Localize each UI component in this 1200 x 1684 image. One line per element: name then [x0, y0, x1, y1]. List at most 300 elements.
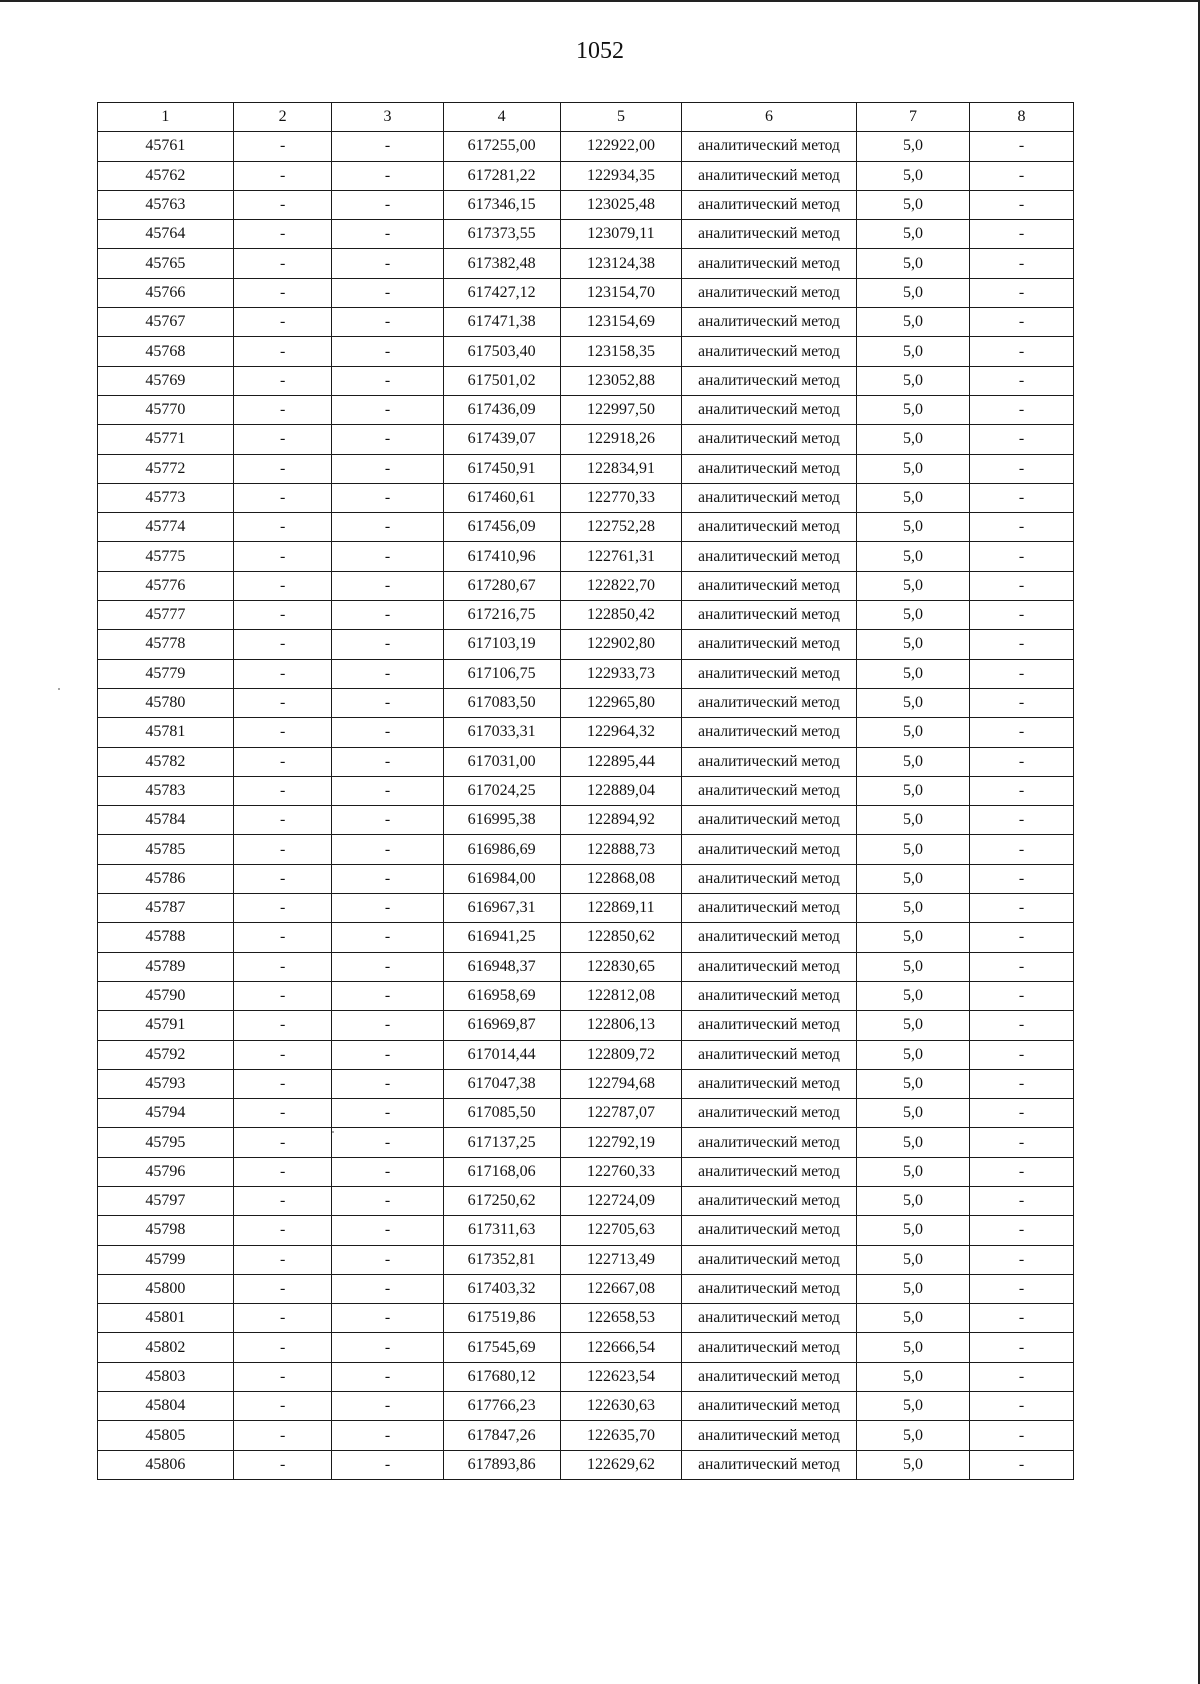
col3-cell: -	[332, 337, 443, 366]
method-cell: аналитический метод	[682, 981, 857, 1010]
accuracy-cell: 5,0	[856, 366, 969, 395]
column-header-8: 8	[970, 103, 1074, 132]
table-row	[98, 835, 1074, 864]
col3-cell: -	[332, 220, 443, 249]
col2-cell: -	[233, 395, 332, 424]
method-cell: аналитический метод	[682, 1362, 857, 1391]
accuracy-cell: 5,0	[856, 513, 969, 542]
col8-cell: -	[970, 1011, 1074, 1040]
col2-cell: -	[233, 190, 332, 219]
point-number-cell: 45770	[98, 395, 234, 424]
method-cell: аналитический метод	[682, 601, 857, 630]
point-number-cell: 45805	[98, 1421, 234, 1450]
col3-cell: -	[332, 161, 443, 190]
col8-cell: -	[970, 1333, 1074, 1362]
point-number-cell: 45773	[98, 483, 234, 512]
col3-cell: -	[332, 542, 443, 571]
col2-cell: -	[233, 132, 332, 161]
point-number-cell: 45777	[98, 601, 234, 630]
method-cell: аналитический метод	[682, 659, 857, 688]
coord-y-cell: 122902,80	[560, 630, 681, 659]
method-cell: аналитический метод	[682, 249, 857, 278]
table-row	[98, 249, 1074, 278]
col2-cell: -	[233, 659, 332, 688]
coord-x-cell: 617281,22	[443, 161, 560, 190]
point-number-cell: 45783	[98, 776, 234, 805]
coord-x-cell: 617250,62	[443, 1186, 560, 1215]
coord-y-cell: 123154,69	[560, 308, 681, 337]
accuracy-cell: 5,0	[856, 395, 969, 424]
col2-cell: -	[233, 454, 332, 483]
coord-y-cell: 122806,13	[560, 1011, 681, 1040]
method-cell: аналитический метод	[682, 1245, 857, 1274]
accuracy-cell: 5,0	[856, 1099, 969, 1128]
point-number-cell: 45794	[98, 1099, 234, 1128]
accuracy-cell: 5,0	[856, 952, 969, 981]
col2-cell: -	[233, 337, 332, 366]
col2-cell: -	[233, 1157, 332, 1186]
coord-y-cell: 122918,26	[560, 425, 681, 454]
table-row	[98, 601, 1074, 630]
col3-cell: -	[332, 747, 443, 776]
method-cell: аналитический метод	[682, 747, 857, 776]
col2-cell: -	[233, 308, 332, 337]
method-cell: аналитический метод	[682, 571, 857, 600]
coord-y-cell: 122830,65	[560, 952, 681, 981]
col8-cell: -	[970, 1128, 1074, 1157]
col3-cell: -	[332, 132, 443, 161]
accuracy-cell: 5,0	[856, 1362, 969, 1391]
col3-cell: -	[332, 688, 443, 717]
coord-x-cell: 617085,50	[443, 1099, 560, 1128]
column-header-7: 7	[856, 103, 969, 132]
col3-cell: -	[332, 278, 443, 307]
coord-x-cell: 617545,69	[443, 1333, 560, 1362]
col8-cell: -	[970, 659, 1074, 688]
col2-cell: -	[233, 747, 332, 776]
col2-cell: -	[233, 483, 332, 512]
col8-cell: -	[970, 952, 1074, 981]
point-number-cell: 45765	[98, 249, 234, 278]
point-number-cell: 45771	[98, 425, 234, 454]
table-row	[98, 337, 1074, 366]
point-number-cell: 45796	[98, 1157, 234, 1186]
table-row	[98, 864, 1074, 893]
coord-y-cell: 123052,88	[560, 366, 681, 395]
coord-y-cell: 122934,35	[560, 161, 681, 190]
accuracy-cell: 5,0	[856, 454, 969, 483]
coord-y-cell: 122792,19	[560, 1128, 681, 1157]
coord-x-cell: 616941,25	[443, 923, 560, 952]
col2-cell: -	[233, 1333, 332, 1362]
coordinates-table	[97, 102, 1074, 1480]
method-cell: аналитический метод	[682, 1040, 857, 1069]
page-number: 1052	[576, 38, 624, 64]
table-row	[98, 483, 1074, 512]
method-cell: аналитический метод	[682, 1186, 857, 1215]
col3-cell: -	[332, 1128, 443, 1157]
accuracy-cell: 5,0	[856, 308, 969, 337]
point-number-cell: 45779	[98, 659, 234, 688]
col8-cell: -	[970, 1186, 1074, 1215]
table-row	[98, 1099, 1074, 1128]
col8-cell: -	[970, 718, 1074, 747]
method-cell: аналитический метод	[682, 1128, 857, 1157]
col8-cell: -	[970, 190, 1074, 219]
col2-cell: -	[233, 220, 332, 249]
point-number-cell: 45774	[98, 513, 234, 542]
coord-x-cell: 617280,67	[443, 571, 560, 600]
coord-x-cell: 616967,31	[443, 894, 560, 923]
table-row	[98, 395, 1074, 424]
table-row	[98, 308, 1074, 337]
col2-cell: -	[233, 1274, 332, 1303]
col8-cell: -	[970, 249, 1074, 278]
col2-cell: -	[233, 1099, 332, 1128]
point-number-cell: 45782	[98, 747, 234, 776]
col8-cell: -	[970, 132, 1074, 161]
point-number-cell: 45787	[98, 894, 234, 923]
method-cell: аналитический метод	[682, 1099, 857, 1128]
accuracy-cell: 5,0	[856, 1333, 969, 1362]
point-number-cell: 45776	[98, 571, 234, 600]
coord-x-cell: 617436,09	[443, 395, 560, 424]
col8-cell: -	[970, 776, 1074, 805]
coord-x-cell: 617382,48	[443, 249, 560, 278]
coord-x-cell: 617460,61	[443, 483, 560, 512]
coord-y-cell: 122666,54	[560, 1333, 681, 1362]
col2-cell: -	[233, 249, 332, 278]
point-number-cell: 45790	[98, 981, 234, 1010]
column-header-3: 3	[332, 103, 443, 132]
point-number-cell: 45775	[98, 542, 234, 571]
table-row	[98, 1011, 1074, 1040]
table-row	[98, 981, 1074, 1010]
col8-cell: -	[970, 923, 1074, 952]
coord-y-cell: 122922,00	[560, 132, 681, 161]
coord-y-cell: 122812,08	[560, 981, 681, 1010]
method-cell: аналитический метод	[682, 630, 857, 659]
col2-cell: -	[233, 1362, 332, 1391]
col8-cell: -	[970, 806, 1074, 835]
method-cell: аналитический метод	[682, 776, 857, 805]
col2-cell: -	[233, 1392, 332, 1421]
table-row	[98, 1304, 1074, 1333]
coord-x-cell: 617168,06	[443, 1157, 560, 1186]
coord-x-cell: 617106,75	[443, 659, 560, 688]
col3-cell: -	[332, 659, 443, 688]
point-number-cell: 45780	[98, 688, 234, 717]
coord-x-cell: 617427,12	[443, 278, 560, 307]
table-body	[98, 132, 1074, 1480]
col3-cell: -	[332, 1216, 443, 1245]
coord-x-cell: 617680,12	[443, 1362, 560, 1391]
col2-cell: -	[233, 1069, 332, 1098]
point-number-cell: 45797	[98, 1186, 234, 1215]
col8-cell: -	[970, 630, 1074, 659]
accuracy-cell: 5,0	[856, 542, 969, 571]
col8-cell: -	[970, 308, 1074, 337]
coord-y-cell: 122809,72	[560, 1040, 681, 1069]
point-number-cell: 45800	[98, 1274, 234, 1303]
point-number-cell: 45804	[98, 1392, 234, 1421]
method-cell: аналитический метод	[682, 395, 857, 424]
col8-cell: -	[970, 542, 1074, 571]
col3-cell: -	[332, 1421, 443, 1450]
col2-cell: -	[233, 366, 332, 395]
table-row	[98, 513, 1074, 542]
column-header-5: 5	[560, 103, 681, 132]
table-row	[98, 894, 1074, 923]
method-cell: аналитический метод	[682, 454, 857, 483]
coord-x-cell: 617255,00	[443, 132, 560, 161]
accuracy-cell: 5,0	[856, 1128, 969, 1157]
table-row	[98, 571, 1074, 600]
accuracy-cell: 5,0	[856, 864, 969, 893]
accuracy-cell: 5,0	[856, 601, 969, 630]
col8-cell: -	[970, 747, 1074, 776]
col2-cell: -	[233, 1304, 332, 1333]
method-cell: аналитический метод	[682, 483, 857, 512]
coord-x-cell: 617403,32	[443, 1274, 560, 1303]
col8-cell: -	[970, 1362, 1074, 1391]
col3-cell: -	[332, 483, 443, 512]
table-row	[98, 1392, 1074, 1421]
accuracy-cell: 5,0	[856, 630, 969, 659]
coord-y-cell: 122822,70	[560, 571, 681, 600]
method-cell: аналитический метод	[682, 688, 857, 717]
table-row	[98, 220, 1074, 249]
accuracy-cell: 5,0	[856, 190, 969, 219]
col2-cell: -	[233, 806, 332, 835]
coord-y-cell: 122933,73	[560, 659, 681, 688]
coord-y-cell: 123124,38	[560, 249, 681, 278]
col3-cell: -	[332, 1362, 443, 1391]
col2-cell: -	[233, 161, 332, 190]
coord-y-cell: 122964,32	[560, 718, 681, 747]
col3-cell: -	[332, 190, 443, 219]
point-number-cell: 45788	[98, 923, 234, 952]
coord-x-cell: 617031,00	[443, 747, 560, 776]
col3-cell: -	[332, 249, 443, 278]
col2-cell: -	[233, 601, 332, 630]
point-number-cell: 45786	[98, 864, 234, 893]
method-cell: аналитический метод	[682, 308, 857, 337]
col8-cell: -	[970, 220, 1074, 249]
method-cell: аналитический метод	[682, 161, 857, 190]
table-row	[98, 161, 1074, 190]
coord-y-cell: 122869,11	[560, 894, 681, 923]
accuracy-cell: 5,0	[856, 835, 969, 864]
col3-cell: -	[332, 601, 443, 630]
table-row	[98, 132, 1074, 161]
col8-cell: -	[970, 425, 1074, 454]
col3-cell: -	[332, 776, 443, 805]
col3-cell: -	[332, 923, 443, 952]
coord-y-cell: 122760,33	[560, 1157, 681, 1186]
col2-cell: -	[233, 630, 332, 659]
col8-cell: -	[970, 1040, 1074, 1069]
table-row	[98, 425, 1074, 454]
col2-cell: -	[233, 1421, 332, 1450]
accuracy-cell: 5,0	[856, 249, 969, 278]
point-number-cell: 45769	[98, 366, 234, 395]
accuracy-cell: 5,0	[856, 1274, 969, 1303]
coord-y-cell: 123079,11	[560, 220, 681, 249]
table-row	[98, 659, 1074, 688]
col2-cell: -	[233, 542, 332, 571]
point-number-cell: 45781	[98, 718, 234, 747]
method-cell: аналитический метод	[682, 366, 857, 395]
table-row	[98, 1274, 1074, 1303]
col3-cell: -	[332, 981, 443, 1010]
col2-cell: -	[233, 923, 332, 952]
coord-y-cell: 123158,35	[560, 337, 681, 366]
coord-x-cell: 617847,26	[443, 1421, 560, 1450]
col8-cell: -	[970, 894, 1074, 923]
col3-cell: -	[332, 1333, 443, 1362]
col3-cell: -	[332, 1274, 443, 1303]
col3-cell: -	[332, 835, 443, 864]
header-row	[98, 103, 1074, 132]
table-row	[98, 366, 1074, 395]
method-cell: аналитический метод	[682, 1011, 857, 1040]
coord-y-cell: 122770,33	[560, 483, 681, 512]
coord-x-cell: 617439,07	[443, 425, 560, 454]
col2-cell: -	[233, 513, 332, 542]
coord-x-cell: 616984,00	[443, 864, 560, 893]
col2-cell: -	[233, 981, 332, 1010]
method-cell: аналитический метод	[682, 513, 857, 542]
coord-x-cell: 616958,69	[443, 981, 560, 1010]
col3-cell: -	[332, 366, 443, 395]
coord-y-cell: 122894,92	[560, 806, 681, 835]
coord-x-cell: 617352,81	[443, 1245, 560, 1274]
col8-cell: -	[970, 513, 1074, 542]
point-number-cell: 45806	[98, 1450, 234, 1479]
col8-cell: -	[970, 1099, 1074, 1128]
col8-cell: -	[970, 366, 1074, 395]
col3-cell: -	[332, 1069, 443, 1098]
col3-cell: -	[332, 513, 443, 542]
accuracy-cell: 5,0	[856, 571, 969, 600]
accuracy-cell: 5,0	[856, 1304, 969, 1333]
accuracy-cell: 5,0	[856, 747, 969, 776]
coord-x-cell: 617456,09	[443, 513, 560, 542]
table-row	[98, 190, 1074, 219]
column-header-4: 4	[443, 103, 560, 132]
method-cell: аналитический метод	[682, 952, 857, 981]
col2-cell: -	[233, 1186, 332, 1215]
col2-cell: -	[233, 776, 332, 805]
table-row	[98, 688, 1074, 717]
col8-cell: -	[970, 1304, 1074, 1333]
col3-cell: -	[332, 1040, 443, 1069]
table-row	[98, 718, 1074, 747]
accuracy-cell: 5,0	[856, 1245, 969, 1274]
accuracy-cell: 5,0	[856, 981, 969, 1010]
table-row	[98, 1216, 1074, 1245]
col8-cell: -	[970, 1274, 1074, 1303]
table-row	[98, 1128, 1074, 1157]
accuracy-cell: 5,0	[856, 1450, 969, 1479]
col2-cell: -	[233, 718, 332, 747]
coord-y-cell: 122868,08	[560, 864, 681, 893]
method-cell: аналитический метод	[682, 190, 857, 219]
col2-cell: -	[233, 835, 332, 864]
table-row	[98, 1450, 1074, 1479]
coord-x-cell: 617014,44	[443, 1040, 560, 1069]
col2-cell: -	[233, 688, 332, 717]
point-number-cell: 45792	[98, 1040, 234, 1069]
table-row	[98, 747, 1074, 776]
accuracy-cell: 5,0	[856, 659, 969, 688]
coord-x-cell: 617519,86	[443, 1304, 560, 1333]
coord-y-cell: 122997,50	[560, 395, 681, 424]
col8-cell: -	[970, 1450, 1074, 1479]
col3-cell: -	[332, 1011, 443, 1040]
method-cell: аналитический метод	[682, 542, 857, 571]
coord-x-cell: 617083,50	[443, 688, 560, 717]
table-row	[98, 1333, 1074, 1362]
column-header-2: 2	[233, 103, 332, 132]
col3-cell: -	[332, 1245, 443, 1274]
coord-y-cell: 122889,04	[560, 776, 681, 805]
col8-cell: -	[970, 864, 1074, 893]
accuracy-cell: 5,0	[856, 806, 969, 835]
col8-cell: -	[970, 1392, 1074, 1421]
accuracy-cell: 5,0	[856, 337, 969, 366]
col8-cell: -	[970, 1216, 1074, 1245]
coord-y-cell: 122724,09	[560, 1186, 681, 1215]
col2-cell: -	[233, 1245, 332, 1274]
point-number-cell: 45778	[98, 630, 234, 659]
table-row	[98, 1069, 1074, 1098]
col8-cell: -	[970, 337, 1074, 366]
col2-cell: -	[233, 1450, 332, 1479]
point-number-cell: 45798	[98, 1216, 234, 1245]
coord-x-cell: 616995,38	[443, 806, 560, 835]
coord-y-cell: 122965,80	[560, 688, 681, 717]
coord-y-cell: 122850,62	[560, 923, 681, 952]
col3-cell: -	[332, 718, 443, 747]
col2-cell: -	[233, 1011, 332, 1040]
point-number-cell: 45766	[98, 278, 234, 307]
col3-cell: -	[332, 894, 443, 923]
table-row	[98, 542, 1074, 571]
method-cell: аналитический метод	[682, 337, 857, 366]
coord-x-cell: 617503,40	[443, 337, 560, 366]
column-header-1: 1	[98, 103, 234, 132]
accuracy-cell: 5,0	[856, 1069, 969, 1098]
method-cell: аналитический метод	[682, 1333, 857, 1362]
method-cell: аналитический метод	[682, 864, 857, 893]
coord-x-cell: 617033,31	[443, 718, 560, 747]
col3-cell: -	[332, 952, 443, 981]
col8-cell: -	[970, 483, 1074, 512]
col8-cell: -	[970, 454, 1074, 483]
table-row	[98, 1245, 1074, 1274]
table-row	[98, 952, 1074, 981]
coord-y-cell: 122834,91	[560, 454, 681, 483]
accuracy-cell: 5,0	[856, 483, 969, 512]
table-row	[98, 1040, 1074, 1069]
col3-cell: -	[332, 1450, 443, 1479]
table-row	[98, 776, 1074, 805]
coord-x-cell: 617024,25	[443, 776, 560, 805]
accuracy-cell: 5,0	[856, 894, 969, 923]
point-number-cell: 45793	[98, 1069, 234, 1098]
